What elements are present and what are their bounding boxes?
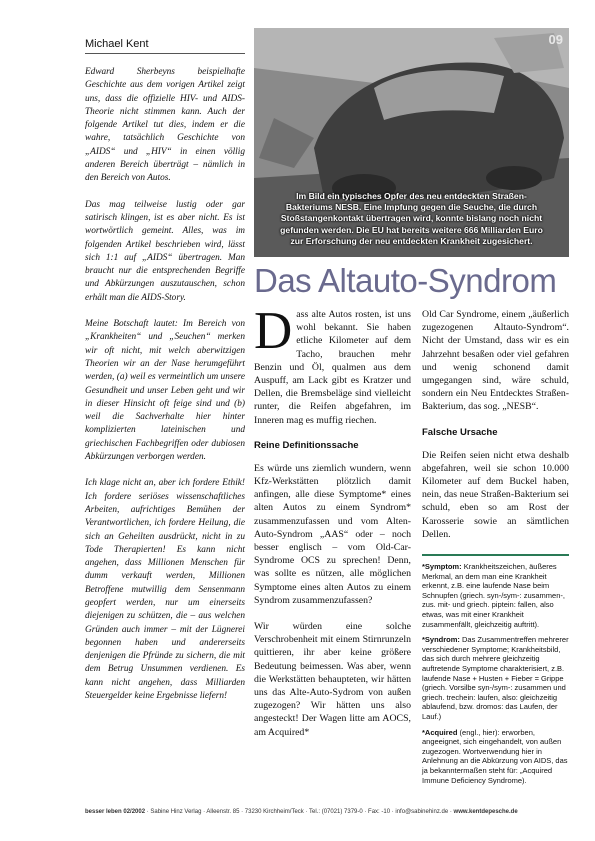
article-paragraph-2: Es würde uns ziemlich wundern, wenn Kfz-Werkstätten plötzlich damit anfingen, alle diese Symptome* eines alten Autos zu einem Syndrom* zusammenzufassen und vom Alten-Auto-Syndrom „AAS“ oder – noch besser englisch – vom Old-Car-Syndrome OCS zu sprechen! Denn, was sollte es nützen, alle möglichen Symptome eines alten Autos zu einem Syndrom zusammenzufassen?: [254, 462, 411, 606]
footer-website-link[interactable]: www.kentdepesche.de: [453, 809, 518, 815]
glossary-entry: [422, 562, 569, 629]
intro-paragraph-3: Meine Botschaft lautet: Im Bereich von „Krankheiten“ und „Seuchen“ merken wir oft nicht, mit welch aberwitzigen Theorien wir an der Nase herumgeführt werden, (a) weil es vermeintlich um unsere Gesundheit und unser Leben geht und wir in dieser Hinsicht oft feige sind und (b) weil die Sachverhalte hier hinter komplizierten lateinischen und griechischen Fachbegriffen oder dubiosen Abkürzungen verborgen werden.: [85, 319, 245, 463]
article-paragraph-4: Old Car Syndrome, einem „äußerlich zugezogenen Altauto-Syndrom“. Nicht der Umstand, dass wir es ein Jahrzehnt besaßen oder viel gefahren und wenig schonend damit umgegangen sind, wäre schuld, sondern ein Neu Entdecktes Straßen-Bakterium, das sog. „NESB“.: [422, 309, 569, 413]
drop-cap: D: [254, 302, 293, 360]
subheading-definition: Reine Definitionssache: [254, 439, 359, 451]
glossary-entry: [422, 635, 569, 721]
article-column-2: [422, 308, 569, 791]
article-paragraph-1-text: ass alte Autos rosten, ist uns wohl bekannt. Sie haben etliche Kilometer auf dem Tacho, brauchen mehr Benzin und Öl, qualmen aus dem Auspuff, am Lack gibt es Kratzer und Dellen, die Bremsbeläge sind vielleicht runter, die Reifen abgefahren, im Inneren mag es muffig riechen.: [254, 309, 411, 426]
article-paragraph-1: [254, 302, 411, 427]
article-title: Das Altauto-Syndrom: [254, 262, 557, 299]
article-paragraph-5: Die Reifen seien nicht etwa deshalb abgefahren, weil sie schon 10.000 Kilometer auf dem Buckel haben, nein, das neue Straßen-Bakterium sei schuld, eben so am Rost der Karosserie sowie an sämtlichen Dellen.: [422, 449, 569, 540]
intro-paragraph-2: Das mag teilweise lustig oder gar satirisch klingen, ist es aber nicht. Es ist wortwörtlich gemeint. Alles, was im folgenden Artikel beschrieben wird, lässt sich 1:1 auf „AIDS“ übertragen. Man braucht nur die entsprechenden Begriffe und Abkürzungen auszutauschen, schon erhält man die AIDS-Story.: [85, 199, 245, 303]
intro-column: [85, 66, 245, 716]
subheading-false-cause: Falsche Ursache: [422, 426, 498, 438]
footer-issue: besser leben 02/2002: [85, 809, 146, 815]
glossary-text: Krankheitszeichen, äußeres Merkmal, an dem man eine Krankheit erkennt, z.B. eine laufende Nase beim Schnupfen (griech. syn-/sym-: zusammen-, zus. mit- und griech. piptein: fallen, also etwas, was mit einer Krankheit zusammenfällt, gleichzeitig auftritt).: [422, 562, 565, 629]
glossary-term: *Acquired: [422, 727, 458, 737]
page-footer: [85, 809, 569, 815]
footer-publisher: · Sabine Hinz Verlag · Alleenstr. 85 · 73230 Kirchheim/Teck · Tel.: (07021) 7379-0 · Fax: -10 · info@sabinehinz.de ·: [145, 809, 454, 815]
author-rule: [85, 53, 245, 54]
photo-caption: Im Bild ein typisches Opfer des neu entdeckten Straßen-Bakteriums NESB. Eine Impfung gegen die Seuche, die durch Stoßstangenkontakt übertragen wird, konnte bislang noch nicht gefunden werden. Die EU hat bereits weitere 666 Milliarden Euro zur Erforschung der neu entdeckten Krankheit zugesichert.: [280, 190, 543, 246]
glossary-term: *Symptom:: [422, 562, 462, 572]
glossary-term: *Syndrom:: [422, 635, 460, 645]
author-name: Michael Kent: [85, 38, 149, 50]
intro-paragraph-1: Edward Sherbeyns beispielhafte Geschichte aus dem vorigen Artikel zeigt uns, dass die offizielle HIV- und AIDS-Theorie nicht stimmen kann. Auch der folgende Artikel tut dies, indem er die wahre, tatsächlich Geschichte von „AIDS“ und „HIV“ in einen völlig anderen Bereich überträgt – nämlich in den Bereich von Autos.: [85, 67, 245, 184]
glossary-text: (engl., hier): erworben, angeeignet, sich eingehandelt, von außen zugezogen. Wortverwendung hier in Anlehnung an die Abkürzung von AIDS, das ja bekanntermaßen steht für: „Acquired Immune Deficiency Syndrome).: [422, 727, 568, 785]
article-paragraph-3: Wir würden eine solche Verschrobenheit mit einem Stirnrunzeln quittieren, ihr aber keine größere Bedeutung beimessen. Was aber, wenn die Werkstätten behaupteten, wir hätten uns das Alte-Auto-Sydrom von außen zugezogen? Wir hätten uns also angesteckt! Der Wagen litte am AOCS, am Acquired*: [254, 621, 411, 738]
article-column-1: [254, 302, 411, 752]
glossary-text: Das Zusammentreffen mehrerer verschiedener Symptome; Krankheitsbild, das sich durch mehrere gleichzeitig auftretende Symptome charakterisiert, z.B. laufende Nase + Husten + Fieber = Grippe (griech. Vorsilbe syn-/sym-: zusammen und griech. trechein: laufen, also: gleichzeitig ablaufend, bzw. dromos: das Laufen, der Lauf.): [422, 635, 569, 721]
glossary-box: [422, 554, 569, 785]
page-number: 09: [548, 32, 563, 47]
intro-paragraph-4: Ich klage nicht an, aber ich fordere Ethik! Ich fordere seriöses wissenschaftliches Arbeiten, aufrichtiges Bemühen der Verantwortlichen, ich fordere Heilung, die sich an Geheilten ausdrückt, nicht in zu Tode Therapierten! Es kann nicht angehen, dass Millionen Menschen für dumm verkauft werden, Millionen Betroffene mutwillig dem Sensenmann geopfert werden, nur um einerseits diejenigen zu schützen, die – aus welchen Gründen auch immer – mit der Lügnerei begonnen haben und andererseits denjenigen die Pfründe zu sichern, die mit dem Betrug Unsummen verdienen. Es kann nicht angehen, dass Milliarden Steuergelder keine Ergebnisse liefern!: [85, 478, 245, 702]
car-photo: [254, 28, 569, 257]
glossary-entry: [422, 728, 569, 786]
